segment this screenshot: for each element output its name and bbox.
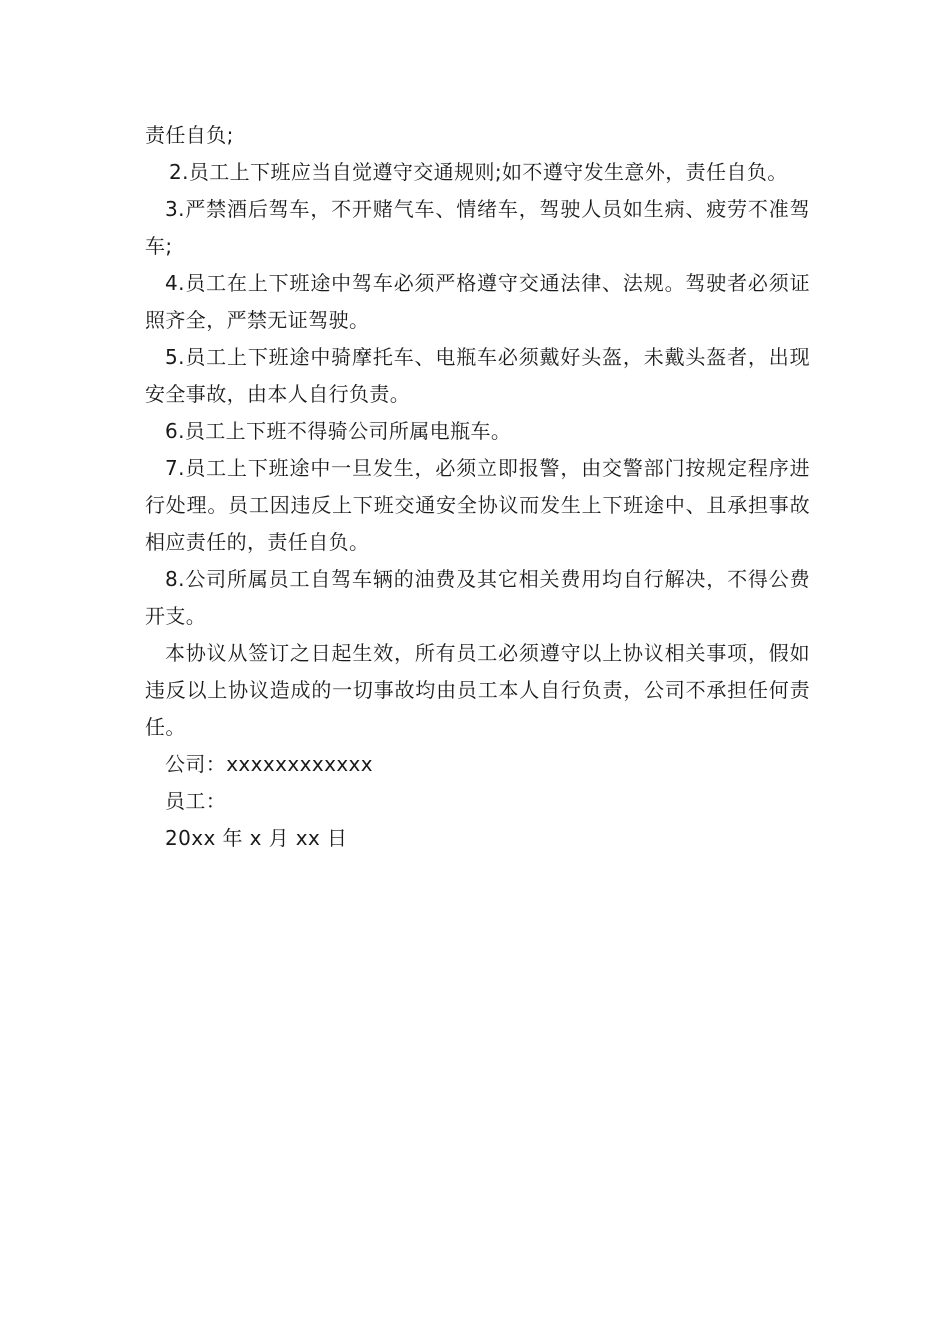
clause-7: 7.员工上下班途中一旦发生，必须立即报警，由交警部门按规定程序进行处理。员工因违反上下班交通安全协议而发生上下班途中、且承担事故相应责任的，责任自负。 <box>145 456 810 554</box>
clause-6: 6.员工上下班不得骑公司所属电瓶车。 <box>165 419 512 443</box>
signature-date: 20xx 年 x 月 xx 日 <box>165 826 348 850</box>
paragraph-continuation: 责任自负; <box>145 123 234 147</box>
clause-4: 4.员工在上下班途中驾车必须严格遵守交通法律、法规。驾驶者必须证照齐全，严禁无证驾驶。 <box>145 271 810 332</box>
clause-5: 5.员工上下班途中骑摩托车、电瓶车必须戴好头盔，未戴头盔者，出现安全事故，由本人自行负责。 <box>145 345 810 406</box>
clause-3: 3.严禁酒后驾车，不开赌气车、情绪车，驾驶人员如生病、疲劳不准驾车; <box>145 197 810 258</box>
signature-company: 公司：xxxxxxxxxxxx <box>165 752 374 776</box>
signature-employee: 员工： <box>165 789 227 813</box>
document-body <box>145 117 810 857</box>
agreement-effective-paragraph: 本协议从签订之日起生效，所有员工必须遵守以上协议相关事项，假如违反以上协议造成的一切事故均由员工本人自行负责，公司不承担任何责任。 <box>145 641 810 739</box>
clause-2: 2.员工上下班应当自觉遵守交通规则;如不遵守发生意外，责任自负。 <box>169 160 788 184</box>
clause-8: 8.公司所属员工自驾车辆的油费及其它相关费用均自行解决，不得公费开支。 <box>145 567 810 628</box>
